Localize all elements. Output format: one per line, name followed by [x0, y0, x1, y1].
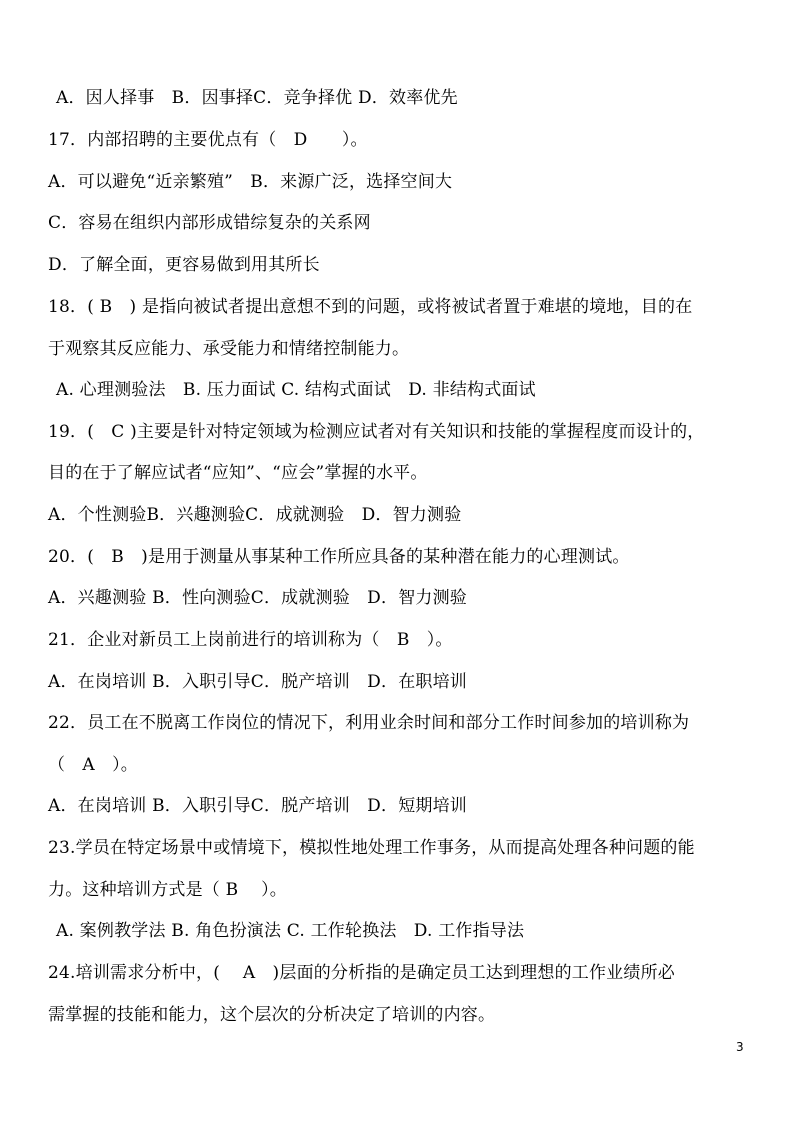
question-20: 20．( B )是用于测量从事某种工作所应具备的某种潜在能力的心理测试。 — [48, 547, 630, 567]
answer-option-17-d: D．了解全面，更容易做到用其所长 — [48, 255, 320, 275]
question-24-line-1: 24.培训需求分析中，( A )层面的分析指的是确定员工达到理想的工作业绩所必 — [48, 963, 675, 983]
answer-options-23: A. 案例教学法 B. 角色扮演法 C. 工作轮换法 D. 工作指导法 — [56, 921, 525, 941]
question-24-line-2: 需掌握的技能和能力，这个层次的分析决定了培训的内容。 — [48, 1005, 496, 1025]
question-19-line-1: 19．( C )主要是针对特定领域为检测应试者对有关知识和技能的掌握程度而设计的， — [48, 422, 705, 442]
question-23-line-2: 力。这种培训方式是（ B ）。 — [48, 880, 287, 900]
question-18-line-1: 18．( B ) 是指向被试者提出意想不到的问题，或将被试者置于难堪的境地，目的在 — [48, 297, 693, 317]
answer-options-18: A. 心理测验法 B. 压力面试 C. 结构式面试 D. 非结构式面试 — [56, 380, 536, 400]
question-17: 17．内部招聘的主要优点有（ D ）。 — [48, 130, 368, 150]
answer-options-20: A．兴趣测验 B．性向测验C．成就测验 D．智力测验 — [48, 588, 468, 608]
answer-options-17-ab: A．可以避免“近亲繁殖” B．来源广泛，选择空间大 — [48, 172, 453, 192]
answer-options-19: A．个性测验B．兴趣测验C．成就测验 D．智力测验 — [48, 505, 462, 525]
answer-options-22: A．在岗培训 B．入职引导C．脱产培训 D．短期培训 — [48, 796, 468, 816]
question-18-line-2: 于观察其反应能力、承受能力和情绪控制能力。 — [48, 339, 410, 359]
question-22-line-1: 22．员工在不脱离工作岗位的情况下，利用业余时间和部分工作时间参加的培训称为 — [48, 713, 690, 733]
answer-options-16: A．因人择事 B．因事择C．竞争择优 D．效率优先 — [56, 88, 458, 108]
question-22-line-2: （ A ）。 — [48, 755, 138, 775]
question-19-line-2: 目的在于了解应试者“应知”、“应会”掌握的水平。 — [48, 463, 428, 483]
question-21: 21．企业对新员工上岗前进行的培训称为（ B ）。 — [48, 630, 453, 650]
answer-option-17-c: C．容易在组织内部形成错综复杂的关系网 — [48, 213, 371, 233]
page-number: 3 — [736, 1040, 744, 1054]
answer-options-21: A．在岗培训 B．入职引导C．脱产培训 D．在职培训 — [48, 672, 468, 692]
question-23-line-1: 23.学员在特定场景中或情境下，模拟性地处理工作事务，从而提高处理各种问题的能 — [48, 838, 695, 858]
